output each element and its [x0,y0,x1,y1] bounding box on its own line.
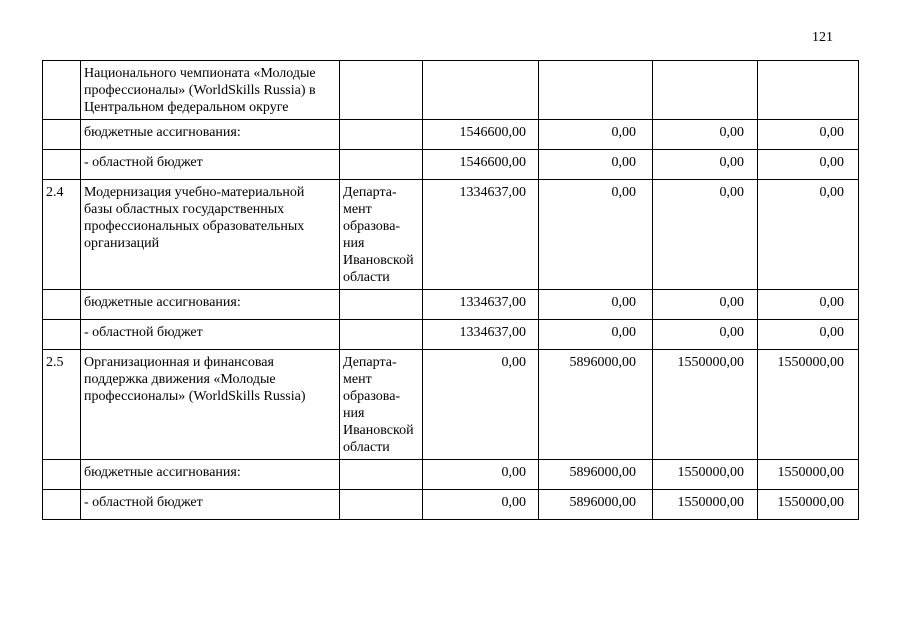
activity-name-line: профессионалы» (WorldSkills Russia) [84,389,306,404]
responsible-executor [340,350,423,460]
value-year-4: 1550000,00 [758,350,859,460]
activity-name-line: Организационная и финансовая [84,355,274,370]
responsible-executor-line: Департа- [343,185,397,200]
budget-subrow [43,320,859,350]
value-year-2: 0,00 [539,150,653,180]
row-number: 2.4 [43,180,81,290]
row-number [43,460,81,490]
row-number: 2.5 [43,350,81,460]
value-year-4: 0,00 [758,120,859,150]
responsible-executor [340,180,423,290]
responsible-executor [340,150,423,180]
responsible-executor [340,320,423,350]
activity-name [81,61,340,120]
table-body [43,61,859,520]
activity-name: - областной бюджет [81,320,340,350]
responsible-executor [340,61,423,120]
row-number [43,61,81,120]
responsible-executor-line: Департа- [343,355,397,370]
value-year-4: 0,00 [758,150,859,180]
activity-name-line: организаций [84,236,160,251]
value-year-2: 0,00 [539,180,653,290]
responsible-executor-line: ния [343,406,365,421]
activity-name: - областной бюджет [81,490,340,520]
value-year-4: 0,00 [758,320,859,350]
row-number [43,490,81,520]
responsible-executor-line: ния [343,236,365,251]
value-year-2: 5896000,00 [539,490,653,520]
value-year-4: 0,00 [758,290,859,320]
responsible-executor-line: мент [343,202,372,217]
value-year-1: 0,00 [423,350,539,460]
budget-subrow [43,490,859,520]
responsible-executor-line: образова- [343,389,401,404]
value-year-4: 0,00 [758,180,859,290]
responsible-executor-line: области [343,270,390,285]
value-year-1 [423,61,539,120]
activity-name [81,350,340,460]
value-year-4: 1550000,00 [758,460,859,490]
value-year-1: 1546600,00 [423,150,539,180]
value-year-2: 0,00 [539,120,653,150]
responsible-executor-line: области [343,440,390,455]
budget-table [42,60,859,520]
value-year-1: 1334637,00 [423,180,539,290]
value-year-4 [758,61,859,120]
budget-subrow [43,290,859,320]
value-year-1: 1334637,00 [423,290,539,320]
budget-subrow [43,460,859,490]
table-row [43,350,859,460]
row-number [43,290,81,320]
activity-name-line: Модернизация учебно-материальной [84,185,305,200]
budget-subrow [43,150,859,180]
responsible-executor-line: мент [343,372,372,387]
value-year-3: 0,00 [653,150,758,180]
value-year-1: 1546600,00 [423,120,539,150]
value-year-3: 1550000,00 [653,350,758,460]
value-year-2: 5896000,00 [539,460,653,490]
activity-name-line: поддержка движения «Молодые [84,372,276,387]
row-number [43,320,81,350]
responsible-executor-line: Ивановской [343,253,414,268]
table-row [43,180,859,290]
activity-name-line: профессиональных образовательных [84,219,305,234]
budget-subrow [43,120,859,150]
value-year-3: 1550000,00 [653,460,758,490]
value-year-2: 0,00 [539,290,653,320]
value-year-3: 0,00 [653,290,758,320]
responsible-executor [340,290,423,320]
value-year-3 [653,61,758,120]
responsible-executor-line: Ивановской [343,423,414,438]
value-year-1: 0,00 [423,460,539,490]
activity-name-line: профессионалы» (WorldSkills Russia) в [84,83,316,98]
activity-name: - областной бюджет [81,150,340,180]
value-year-2: 0,00 [539,320,653,350]
activity-name-line: Национального чемпионата «Молодые [84,66,316,81]
activity-name-line: базы областных государственных [84,202,285,217]
activity-name-line: Центральном федеральном округе [84,100,289,115]
activity-name: бюджетные ассигнования: [81,460,340,490]
value-year-3: 1550000,00 [653,490,758,520]
value-year-3: 0,00 [653,180,758,290]
page-number: 121 [812,30,833,45]
value-year-4: 1550000,00 [758,490,859,520]
value-year-2: 5896000,00 [539,350,653,460]
value-year-3: 0,00 [653,320,758,350]
activity-name: бюджетные ассигнования: [81,290,340,320]
responsible-executor [340,490,423,520]
table-row [43,61,859,120]
responsible-executor [340,460,423,490]
responsible-executor-line: образова- [343,219,401,234]
value-year-1: 1334637,00 [423,320,539,350]
value-year-2 [539,61,653,120]
value-year-3: 0,00 [653,120,758,150]
row-number [43,150,81,180]
responsible-executor [340,120,423,150]
activity-name: бюджетные ассигнования: [81,120,340,150]
row-number [43,120,81,150]
activity-name [81,180,340,290]
value-year-1: 0,00 [423,490,539,520]
